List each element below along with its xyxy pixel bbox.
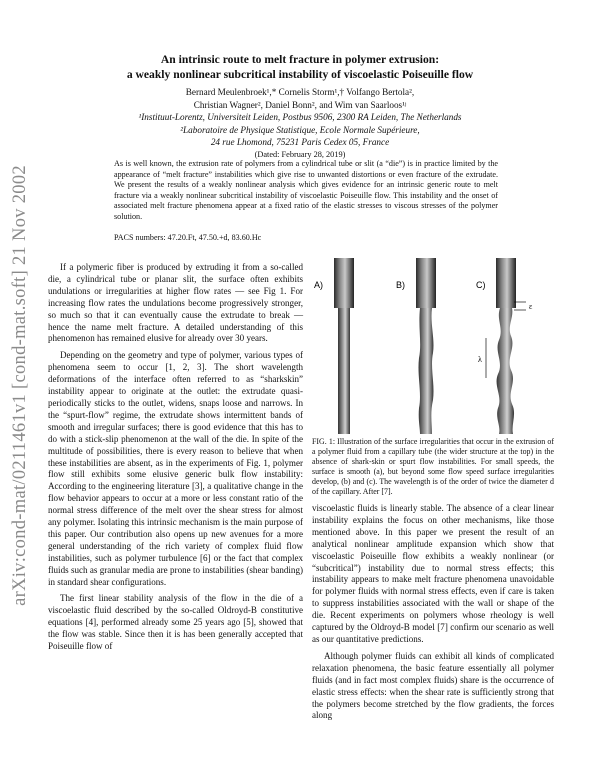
authors-line-1: Bernard Meulenbroek¹,* Cornelis Storm¹,† Volfango Bertola², xyxy=(185,87,415,97)
pacs-numbers: PACS numbers: 47.20.Ft, 47.50.+d, 83.60.Hc xyxy=(114,233,262,242)
extrudate-c xyxy=(497,308,514,434)
extrudate-a xyxy=(338,308,350,434)
panel-a-label: A) xyxy=(314,280,323,290)
authors-line-2: Christian Wagner², Daniel Bonn², and Wim van Saarloos¹ʲ xyxy=(193,99,407,110)
author-block xyxy=(70,86,530,162)
epsilon-label: ε xyxy=(529,302,533,311)
paragraph: Although polymer fluids can exhibit all kinds of complicated relaxation phenomena, the basic feature essentially all polymer fluids (and in fact most complex fluids) share is the occurrence of elastic stress effects: when the shear rate is sufficiently strong that the polymers become stretched by the flow gradients, the forces along xyxy=(312,650,554,721)
affiliation-3: 24 rue Lhomond, 75231 Paris Cedex 05, France xyxy=(210,137,390,148)
affiliation-2: ²Laboratoire de Physique Statistique, Ecole Normale Supérieure, xyxy=(180,124,420,135)
abstract: As is well known, the extrusion rate of polymers from a cylindrical tube or slit (a “die”) is in practice limited by the appearance of “melt fracture” instabilities which give rise to unwanted distortions or even fracture of the extrudate. We present the results of a weakly nonlinear analysis which gives evidence for an intrinsic generic route to melt fracture via a weakly nonlinear subcritical instability of viscoelastic Poiseuille flow. This instability and the onset of associated melt fracture phenomena appear at a fixed ratio of the elastic stresses to viscous stresses of the polymer solution. xyxy=(114,159,498,221)
figure-1 xyxy=(312,258,554,436)
affiliation-1: ¹Instituut-Lorentz, Universiteit Leiden, Postbus 9506, 2300 RA Leiden, The Netherlands xyxy=(138,112,462,123)
die-b xyxy=(416,258,436,308)
panel-b-label: B) xyxy=(396,280,405,290)
panel-c-label: C) xyxy=(476,280,486,290)
paper-title xyxy=(70,52,530,82)
paragraph: Depending on the geometry and type of polymer, various types of phenomena seem to occur [1, 2, 3]. The short wavelength deformations of the interface often referred to as “sharkskin” instability appear to originate at the outlet: the extrudate quasi-periodically sticks to the outlet, widens, snaps loose and narrows. In the “spurt-flow” regime, the extrudate shows intermittent bands of smooth and irregular surfaces; there is good evidence that this has to do with a stick-slip phenomenon at the wall of the die. In spite of the multitude of possibilities, there is every reason to believe that when these instabilities are absent, as in the experiments of Fig. 1, polymer flow still exhibits some elusive generic bulk flow instability: According to the engineering literature [3], a qualitative change in the flow behavior appears to occur at a more or less constant ratio of the normal stress difference of the melt over the shear stress for almost any polymer. Isolating this intrinsic mechanism is the main purpose of this paper. Our contribution also opens up new avenues for a more general understanding of the rich variety of complex fluid flow instabilities, such as polymer turbulence [6] or the fact that complex fluids such as granular media are prone to instabilities (shear banding) in standard shear configurations. xyxy=(48,350,303,587)
title-line-1: An intrinsic route to melt fracture in polymer extrusion: xyxy=(160,53,440,66)
wavelength-label: λ xyxy=(478,355,482,364)
paragraph: If a polymeric fiber is produced by extruding it from a so-called die, a cylindrical tube or planar slit, the surface often exhibits undulations or irregularities at higher flow rates — see Fig 1. For increasing flow rates the undulations become progressively stronger, so much so that it can eventually cause the extrudate to break — hence the name melt fracture. A detailed understanding of this phenomenon has remained elusive for already over 30 years. xyxy=(48,262,303,344)
paragraph: The first linear stability analysis of the flow in the die of a viscoelastic fluid described by the so-called Oldroyd-B constitutive equations [4], performed already some 25 years ago [5], showed that the flow was stable. Since then it is has been generally accepted that Poiseuille flow of xyxy=(48,593,303,652)
arxiv-identifier: arXiv:cond-mat/0211461v1 [cond-mat.soft] 21 Nov 2002 xyxy=(9,164,30,606)
figure-1-graphic xyxy=(312,258,554,436)
extrudate-b xyxy=(419,308,434,434)
die-c xyxy=(496,258,516,308)
date-line: (Dated: February 28, 2019) xyxy=(254,149,346,159)
title-line-2: a weakly nonlinear subcritical instability of viscoelastic Poiseuille flow xyxy=(126,68,474,81)
die-a xyxy=(334,258,354,308)
right-column xyxy=(312,503,554,722)
paragraph: viscoelastic fluids is linearly stable. The absence of a clear linear instability explains the focus on other mechanisms, like those mentioned above. In this paper we present the result of an analytical nonlinear amplitude expansion which show that viscoelastic Poiseuille flow exhibits a weakly nonlinear (or “subcritical”) instability due to normal stress effects; this instability appears to make melt fracture phenomena unavoidable for polymer fluids with normal stress effects, even if care is taken to suppress instabilities associated with the wall or shape of the die. Recent experiments on polymers whose rheology is well captured by the Oldroyd-B model [7] confirm our scenario as well as our quantitative predictions. xyxy=(312,503,554,644)
left-column xyxy=(48,262,303,653)
figure-1-caption: FIG. 1: Illustration of the surface irregularities that occur in the extrusion of a polymer fluid from a capillary tube (the wider structure at the top) in the absence of shark-skin or spurt flow instabilities. For small speeds, the surface is smooth (a), but beyond some flow speed surface irregularities develop, (b) and (c). The wavelength is of the order of twice the diameter d of the capillary. After [7]. xyxy=(312,437,554,496)
